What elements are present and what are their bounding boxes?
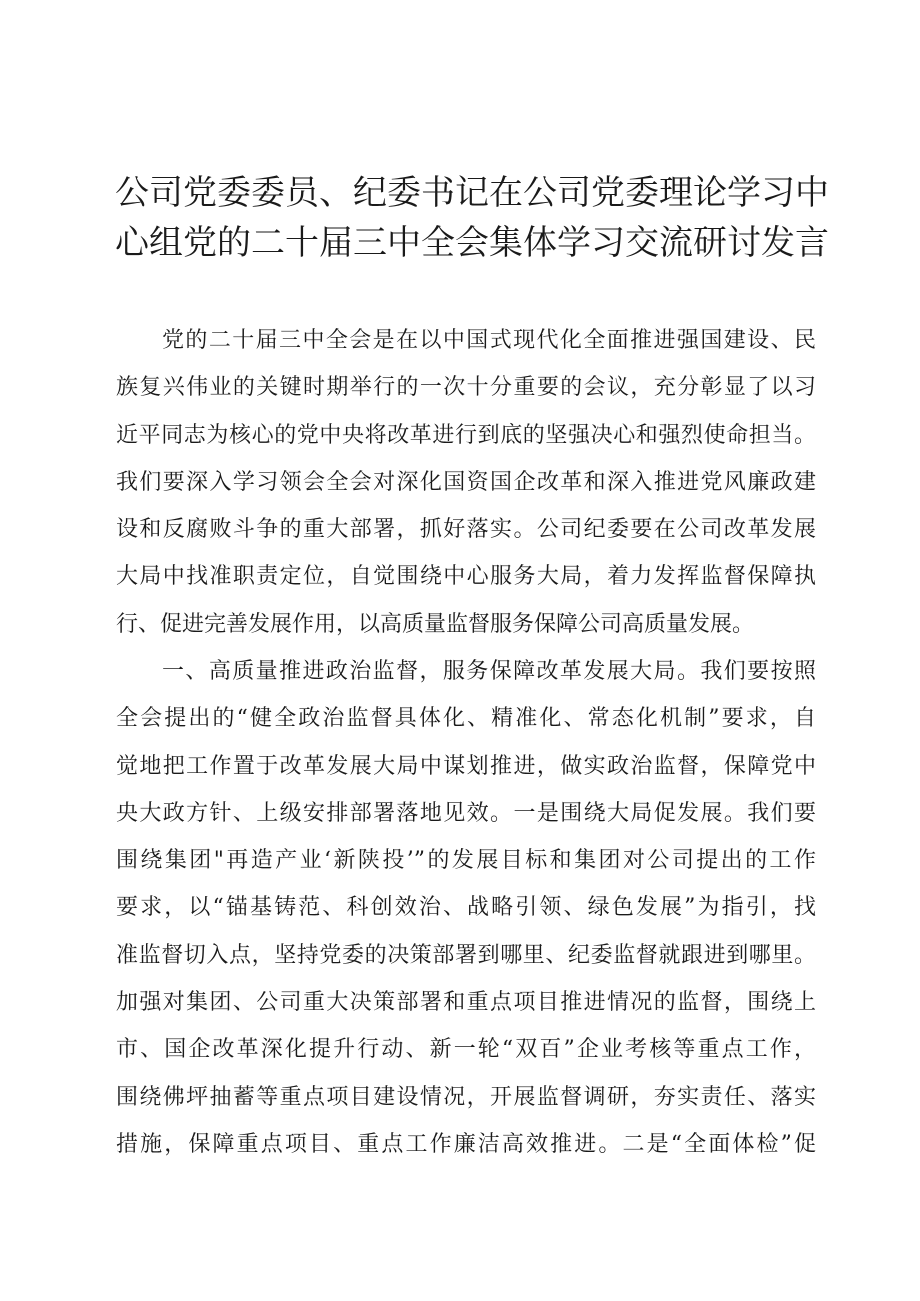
paragraph-section-one [116,648,816,1168]
paragraph-line: 党的二十届三中全会是在以中国式现代化全面推进强国建设、民 [162,328,816,353]
paragraph-line: 全会提出的“健全政治监督具体化、精准化、常态化机制”要求，自 [116,706,816,732]
paragraph-line: 设和反腐败斗争的重大部署，抓好落实。公司纪委要在公司改革发展 [116,517,816,543]
paragraph-line: 市、国企改革深化提升行动、新一轮“双百”企业考核等重点工作， [116,1037,816,1063]
paragraph-line: 我们要深入学习领会全会对深化国资国企改革和深入推进党风廉政建 [116,469,816,495]
paragraph-line: 围绕集团"再造产业‘新陕投’”的发展目标和集团对公司提出的工作 [116,848,816,874]
paragraph-line: 大局中找准职责定位，自觉围绕中心服务大局，着力发挥监督保障执 [116,564,816,590]
paragraph-line: 加强对集团、公司重大决策部署和重点项目推进情况的监督，围绕上 [116,990,816,1016]
paragraph-line: 族复兴伟业的关键时期举行的一次十分重要的会议，充分彰显了以习 [116,375,816,401]
paragraph-line: 觉地把工作置于改革发展大局中谋划推进，做实政治监督，保障党中 [116,753,816,779]
paragraph-line: 行、促进完善发展作用，以高质量监督服务保障公司高质量发展。 [116,611,755,637]
title-line: 心组党的二十届三中全会集体学习交流研讨发言 [115,223,829,263]
paragraph-line: 围绕佛坪抽蓄等重点项目建设情况，开展监督调研，夯实责任、落实 [116,1084,816,1110]
paragraph-line: 一、高质量推进政治监督，服务保障改革发展大局。我们要按照 [162,659,816,684]
document-title [115,168,829,268]
paragraph-line: 央大政方针、上级安排部署落地见效。一是围绕大局促发展。我们要 [116,800,816,826]
title-line: 公司党委委员、纪委书记在公司党委理论学习中 [115,173,829,213]
paragraph-line: 准监督切入点，坚持党委的决策部署到哪里、纪委监督就跟进到哪里。 [116,942,816,968]
paragraph-line: 近平同志为核心的党中央将改革进行到底的坚强决心和强烈使命担当。 [116,422,816,448]
paragraph-line: 措施，保障重点项目、重点工作廉洁高效推进。二是“全面体检”促 [116,1131,816,1157]
paragraph-intro [116,317,816,648]
paragraph-line: 要求，以“锚基铸范、科创效治、战略引领、绿色发展”为指引，找 [116,895,816,921]
